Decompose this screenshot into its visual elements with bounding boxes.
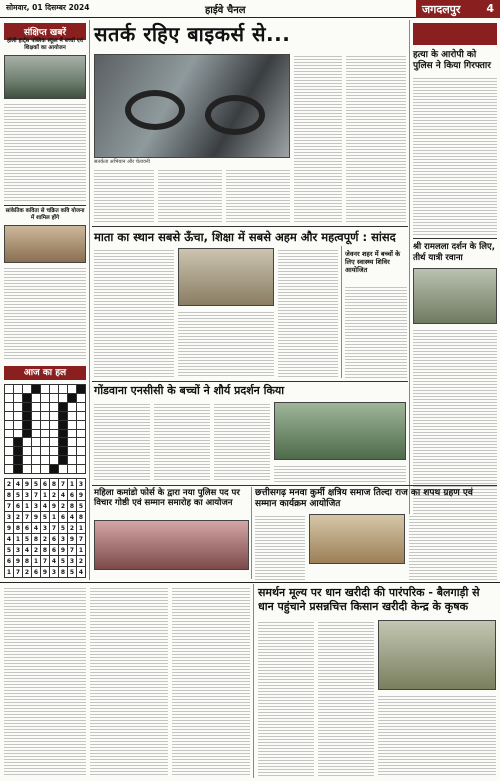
sudoku-cell: 3: [15, 546, 21, 554]
sudoku-cell: 1: [15, 535, 21, 543]
main-story-col3: [226, 168, 290, 223]
sudoku-cell: 4: [42, 502, 48, 510]
sudoku-cell: 7: [33, 491, 39, 499]
sudoku-cell: 7: [42, 557, 48, 565]
crossword-cell: [77, 394, 85, 402]
crossword-cell: [23, 430, 31, 438]
crossword-cell: [50, 438, 58, 446]
sudoku-cell: 5: [60, 524, 66, 532]
crossword-cell: [50, 430, 58, 438]
sudoku-cell: 3: [33, 502, 39, 510]
crossword-cell: [23, 394, 31, 402]
paddy-procurement-headline: समर्थन मूल्य पर धान खरीदी की पारंपरिक - बैलगाड़ी से धान पहुंचाने प्रसन्नचित्त किसान खरीदी केन्द्र के कृषक: [258, 586, 480, 613]
sudoku-cell: 6: [51, 535, 57, 543]
crossword-cell: [50, 465, 58, 473]
sudoku-cell: 4: [6, 535, 12, 543]
city-banner: [416, 0, 500, 18]
sudoku-cell: 9: [15, 557, 21, 565]
sudoku-cell: 5: [60, 557, 66, 565]
crossword-cell: [41, 412, 49, 420]
crossword-cell: [59, 456, 67, 464]
crossword-cell: [32, 430, 40, 438]
crossword-cell: [77, 465, 85, 473]
crossword-cell: [14, 385, 22, 393]
crossword-cell: [5, 385, 13, 393]
sudoku-cell: 4: [51, 557, 57, 565]
sudoku-cell: 9: [69, 535, 75, 543]
crossword-cell: [77, 421, 85, 429]
crossword-cell: [77, 403, 85, 411]
crossword-cell: [41, 394, 49, 402]
sudoku-cell: 5: [15, 491, 21, 499]
crossword-cell: [32, 385, 40, 393]
crossword-cell: [59, 412, 67, 420]
sudoku-cell: 5: [33, 480, 39, 488]
sudoku-cell: 7: [6, 502, 12, 510]
sudoku-cell: 8: [24, 557, 30, 565]
crossword-cell: [59, 385, 67, 393]
sudoku-cell: 1: [78, 546, 84, 554]
bottom-left-col: [4, 586, 86, 776]
crossword-cell: [32, 456, 40, 464]
sudoku-cell: 3: [6, 513, 12, 521]
crossword-cell: [32, 403, 40, 411]
sudoku-cell: 7: [24, 513, 30, 521]
sudoku-cell: 8: [15, 524, 21, 532]
sudoku-cell: 2: [69, 524, 75, 532]
bottom-col3: [172, 586, 250, 776]
ncc-story-col3: [214, 402, 270, 482]
sudoku-cell: 4: [24, 546, 30, 554]
paddy-story-col3: [378, 694, 496, 776]
middle-story-col2: [178, 310, 274, 378]
crossword-cell: [50, 412, 58, 420]
sudoku-cell: 2: [6, 480, 12, 488]
sudoku-cell: 8: [78, 513, 84, 521]
crossword-cell: [50, 421, 58, 429]
crossword-cell: [23, 447, 31, 455]
ncc-headline: गोंडवाना एनसीसी के बच्चों ने शौर्य प्रदर्शन किया: [94, 384, 285, 397]
newspaper-brand: हाईवे चैनल: [205, 5, 246, 16]
crossword-cell: [77, 438, 85, 446]
crossword-cell: [32, 412, 40, 420]
page-number: 4: [486, 2, 494, 15]
sudoku-cell: 6: [51, 546, 57, 554]
sudoku-cell: 5: [6, 546, 12, 554]
mahila-commando-headline: महिला कमांडो फोर्स के द्वारा नया पुलिस पद पर विचार गोष्ठी एवं सम्मान समारोह का आयोजन: [94, 488, 240, 508]
ncc-story-col4: [274, 464, 406, 482]
crossword-cell: [77, 456, 85, 464]
masthead: [0, 0, 500, 18]
sudoku-cell: 1: [6, 568, 12, 576]
crossword-cell: [68, 421, 76, 429]
paddy-story-col2: [318, 620, 374, 776]
sudoku-cell: 2: [42, 535, 48, 543]
left-story2-body: [4, 266, 86, 360]
sudoku-cell: 8: [60, 568, 66, 576]
sudoku-cell: 8: [33, 535, 39, 543]
sudoku-cell: 4: [69, 513, 75, 521]
mp-event-photo: [178, 248, 274, 306]
sudoku-cell: 1: [69, 480, 75, 488]
crossword-cell: [32, 447, 40, 455]
sudoku-cell: 9: [24, 480, 30, 488]
poet-photo: [4, 225, 86, 263]
issue-date: सोमवार, 01 दिसम्बर 2024: [6, 3, 90, 12]
crossword-cell: [14, 421, 22, 429]
paddy-story-col1: [258, 620, 314, 776]
sudoku-cell: 6: [69, 491, 75, 499]
crossword-cell: [41, 430, 49, 438]
sudoku-cell: 6: [33, 568, 39, 576]
crossword-cell: [5, 438, 13, 446]
sudoku-cell: 2: [15, 513, 21, 521]
crossword-cell: [59, 430, 67, 438]
crossword-cell: [32, 438, 40, 446]
bikers-photo: [94, 54, 290, 158]
crossword-cell: [23, 385, 31, 393]
crossword-cell: [14, 465, 22, 473]
health-camp-body: [345, 285, 407, 378]
sudoku-cell: 1: [24, 502, 30, 510]
crossword-cell: [14, 403, 22, 411]
sudoku-cell: 8: [6, 491, 12, 499]
crossword-cell: [5, 465, 13, 473]
ncc-story-col1: [94, 402, 150, 482]
sudoku-cell: 7: [78, 535, 84, 543]
right-headline: हत्या के आरोपी को पुलिस ने किया गिरफ्तार: [413, 50, 491, 71]
crossword-cell: [5, 421, 13, 429]
crossword-cell: [14, 456, 22, 464]
crossword-cell: [77, 430, 85, 438]
sudoku-cell: 4: [33, 524, 39, 532]
crossword-cell: [68, 438, 76, 446]
crossword-cell: [41, 385, 49, 393]
crossword-cell: [59, 447, 67, 455]
sudoku-cell: 9: [78, 491, 84, 499]
crossword-cell: [5, 456, 13, 464]
brief-news-title: संक्षिप्त खबरें: [4, 23, 86, 40]
sudoku-cell: 6: [42, 480, 48, 488]
crossword-cell: [68, 447, 76, 455]
sudoku-grid: [4, 478, 86, 578]
sudoku-cell: 1: [78, 524, 84, 532]
school-students-photo: [4, 55, 86, 99]
crossword-cell: [23, 456, 31, 464]
sudoku-cell: 8: [69, 502, 75, 510]
sudoku-cell: 9: [51, 502, 57, 510]
crossword-cell: [68, 385, 76, 393]
crossword-grid: [4, 384, 86, 474]
crossword-cell: [59, 394, 67, 402]
sudoku-cell: 2: [78, 557, 84, 565]
sudoku-cell: 4: [60, 491, 66, 499]
crossword-cell: [59, 438, 67, 446]
sudoku-cell: 4: [15, 480, 21, 488]
sudoku-cell: 2: [33, 546, 39, 554]
crossword-cell: [59, 403, 67, 411]
crossword-cell: [14, 438, 22, 446]
sudoku-cell: 1: [42, 491, 48, 499]
crossword-cell: [23, 465, 31, 473]
main-story-col4: [294, 54, 342, 223]
crossword-cell: [68, 456, 76, 464]
sudoku-cell: 2: [51, 491, 57, 499]
main-story-col1: [94, 168, 154, 223]
crossword-cell: [50, 456, 58, 464]
sudoku-cell: 5: [24, 535, 30, 543]
sudoku-cell: 5: [69, 568, 75, 576]
sudoku-cell: 1: [33, 557, 39, 565]
health-camp-headline: जेवनर शहर में बच्चों के लिए स्वास्थ्य शिविर आयोजित: [345, 250, 401, 274]
main-photo-caption: सतर्कता अभियान और चेतावनी: [94, 159, 150, 165]
left-story1-body: [4, 102, 86, 202]
crossword-cell: [50, 385, 58, 393]
crossword-cell: [77, 412, 85, 420]
sudoku-cell: 7: [51, 524, 57, 532]
crossword-cell: [14, 412, 22, 420]
kurmi-story-col1: [255, 514, 305, 580]
right-story2-headline: श्री रामलला दर्शन के लिए, तीर्थ यात्री रवाना: [413, 242, 495, 263]
crossword-cell: [23, 412, 31, 420]
left-story1-headline: होली हार्ट्स पब्लिक स्कूल में बच्चों एवं शिक्षकों का आयोजन: [7, 38, 83, 51]
main-story-col5: [346, 54, 406, 223]
bottom-col2: [90, 586, 168, 776]
sudoku-cell: 8: [42, 546, 48, 554]
sudoku-cell: 6: [6, 557, 12, 565]
middle-headline: माता का स्थान सबसे ऊँचा, शिक्षा में सबसे अहम और महत्वपूर्ण : सांसद: [94, 230, 396, 244]
middle-story-col1: [94, 248, 174, 378]
crossword-cell: [5, 412, 13, 420]
city-name: जगदलपुर: [422, 3, 461, 16]
sudoku-cell: 3: [78, 480, 84, 488]
kurmi-story-col2: [409, 514, 497, 580]
sudoku-cell: 7: [60, 480, 66, 488]
sudoku-cell: 9: [42, 568, 48, 576]
puzzle-title: आज का हल: [4, 366, 86, 380]
left-story2-headline: सांकेतिक कविता से चक्रित कवि योजना में शामिल होंगे: [5, 208, 85, 221]
sudoku-cell: 3: [24, 491, 30, 499]
right-banner: [413, 23, 497, 45]
sudoku-cell: 6: [24, 524, 30, 532]
crossword-cell: [32, 465, 40, 473]
kurmi-event-photo: [309, 514, 405, 564]
crossword-cell: [41, 403, 49, 411]
kurmi-samaj-headline: छत्तीसगढ़ मनवा कुर्मी क्षत्रिय समाज तिल्दा राज का शपथ ग्रहण एवं सम्मान कार्यक्रम आयोजित: [255, 488, 473, 509]
crossword-cell: [23, 438, 31, 446]
crossword-cell: [32, 421, 40, 429]
sudoku-cell: 6: [15, 502, 21, 510]
sudoku-cell: 3: [60, 535, 66, 543]
crossword-cell: [5, 447, 13, 455]
crossword-cell: [41, 447, 49, 455]
crossword-cell: [5, 403, 13, 411]
middle-story-col3: [278, 248, 338, 378]
sudoku-cell: 8: [51, 480, 57, 488]
crossword-cell: [68, 465, 76, 473]
sudoku-cell: 3: [51, 568, 57, 576]
sudoku-cell: 9: [33, 513, 39, 521]
crossword-cell: [14, 394, 22, 402]
sudoku-cell: 4: [78, 568, 84, 576]
crossword-cell: [68, 403, 76, 411]
crossword-cell: [50, 394, 58, 402]
crossword-cell: [68, 430, 76, 438]
mahila-commando-photo: [94, 520, 249, 570]
crossword-cell: [14, 447, 22, 455]
crossword-cell: [50, 447, 58, 455]
crossword-cell: [77, 447, 85, 455]
ncc-story-col2: [154, 402, 210, 482]
sudoku-cell: 9: [60, 546, 66, 554]
main-story-col2: [158, 168, 222, 223]
crossword-cell: [59, 421, 67, 429]
crossword-cell: [50, 403, 58, 411]
crossword-cell: [68, 394, 76, 402]
crossword-cell: [23, 403, 31, 411]
sudoku-cell: 2: [24, 568, 30, 576]
crossword-cell: [41, 465, 49, 473]
crossword-cell: [41, 456, 49, 464]
crossword-cell: [32, 394, 40, 402]
crossword-cell: [59, 465, 67, 473]
bullock-cart-photo: [378, 620, 496, 690]
sudoku-cell: 6: [60, 513, 66, 521]
crossword-cell: [5, 394, 13, 402]
crossword-cell: [41, 421, 49, 429]
sudoku-cell: 3: [42, 524, 48, 532]
sudoku-cell: 9: [6, 524, 12, 532]
sudoku-cell: 5: [42, 513, 48, 521]
crossword-cell: [5, 430, 13, 438]
ncc-photo: [274, 402, 406, 460]
right-story1-body: [413, 76, 497, 236]
crossword-cell: [23, 421, 31, 429]
crossword-cell: [14, 430, 22, 438]
crossword-cell: [77, 385, 85, 393]
pilgrims-photo: [413, 268, 497, 324]
sudoku-cell: 5: [78, 502, 84, 510]
crossword-cell: [41, 438, 49, 446]
sudoku-cell: 7: [69, 546, 75, 554]
crossword-cell: [68, 412, 76, 420]
main-headline: सतर्क रहिए बाइकर्स से...: [94, 22, 291, 46]
sudoku-cell: 1: [51, 513, 57, 521]
sudoku-cell: 2: [60, 502, 66, 510]
sudoku-cell: 7: [15, 568, 21, 576]
sudoku-cell: 3: [69, 557, 75, 565]
